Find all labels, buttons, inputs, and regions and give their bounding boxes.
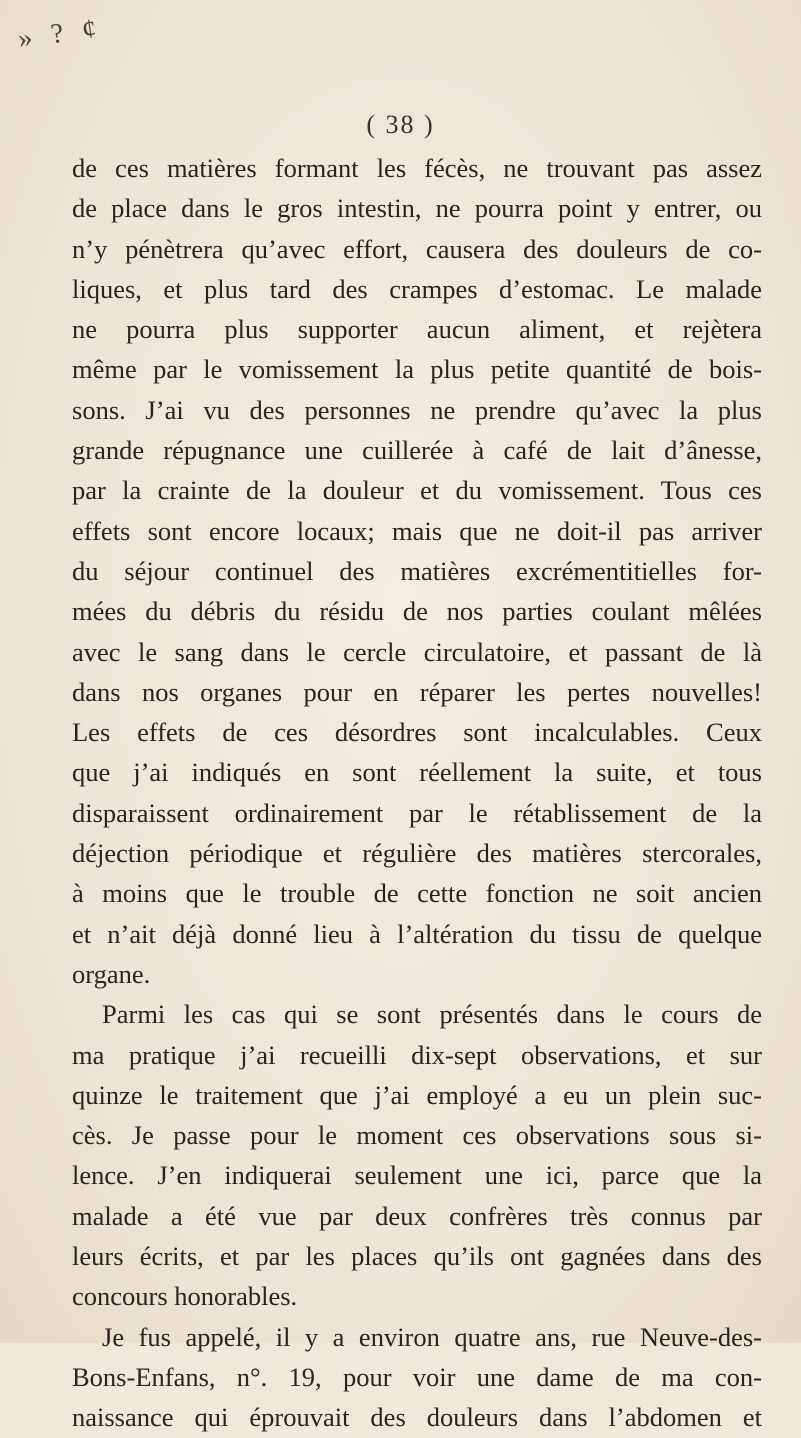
text-line: par la crainte de la douleur et du vomissement. Tous ces: [72, 475, 762, 506]
text-line: à moins que le trouble de cette fonction ne soit ancien: [72, 878, 762, 909]
text-line: grande répugnance une cuillerée à café de lait d’ânesse,: [72, 435, 762, 466]
text-line: organe.: [72, 958, 151, 989]
text-line: liques, et plus tard des crampes d’estomac. Le malade: [72, 273, 762, 304]
text-line: Je fus appelé, il y a environ quatre ans, rue Neuve-des-: [102, 1321, 762, 1352]
text-line: dans nos organes pour en réparer les pertes nouvelles!: [72, 676, 762, 707]
text-line: lence. J’en indiquerai seulement une ici, parce que la: [72, 1160, 762, 1191]
text-line: concours honorables.: [72, 1281, 298, 1312]
text-line: naissance qui éprouvait des douleurs dans l’abdomen et: [72, 1402, 762, 1433]
text-line: ma pratique j’ai recueilli dix-sept observations, et sur: [72, 1039, 762, 1070]
text-line: Les effets de ces désordres sont incalculables. Ceux: [72, 717, 762, 748]
text-line: ne pourra plus supporter aucun aliment, et rejètera: [72, 314, 762, 345]
text-line: de ces matières formant les fécès, ne trouvant pas assez: [72, 153, 762, 183]
text-line: que j’ai indiqués en sont réellement la suite, et tous: [72, 757, 762, 788]
text-line: sons. J’ai vu des personnes ne prendre qu’avec la plus: [72, 394, 762, 425]
text-line: de place dans le gros intestin, ne pourra point y entrer, ou: [72, 193, 762, 224]
page-number: ( 38 ): [366, 110, 435, 139]
text-line: mées du débris du résidu de nos parties coulant mêlées: [72, 596, 762, 627]
text-line: même par le vomissement la plus petite quantité de bois-: [72, 354, 762, 385]
text-line: déjection périodique et régulière des matières stercorales,: [72, 838, 762, 869]
text-line: Bons-Enfans, n°. 19, pour voir une dame de ma con-: [72, 1361, 762, 1392]
text-line: avec le sang dans le cercle circulatoire, et passant de là: [72, 636, 762, 667]
text-line: n’y pénètrera qu’avec effort, causera des douleurs de co-: [72, 233, 762, 264]
text-line: du séjour continuel des matières excrémentitielles for-: [72, 555, 762, 586]
body-text: [72, 148, 762, 1438]
text-line: cès. Je passe pour le moment ces observations sous si-: [72, 1120, 762, 1151]
corner-ink-marks: » ? ¢: [16, 12, 105, 55]
text-line: effets sont encore locaux; mais que ne doit-il pas arriver: [72, 515, 762, 546]
text-line: leurs écrits, et par les places qu’ils ont gagnées dans des: [72, 1241, 762, 1272]
text-line: malade a été vue par deux confrères très connus par: [72, 1200, 762, 1231]
text-line: quinze le traitement que j’ai employé a eu un plein suc-: [72, 1079, 762, 1110]
text-line: disparaissent ordinairement par le rétablissement de la: [72, 797, 762, 828]
text-line: et n’ait déjà donné lieu à l’altération du tissu de quelque: [72, 918, 762, 949]
text-line: Parmi les cas qui se sont présentés dans le cours de: [102, 999, 762, 1030]
